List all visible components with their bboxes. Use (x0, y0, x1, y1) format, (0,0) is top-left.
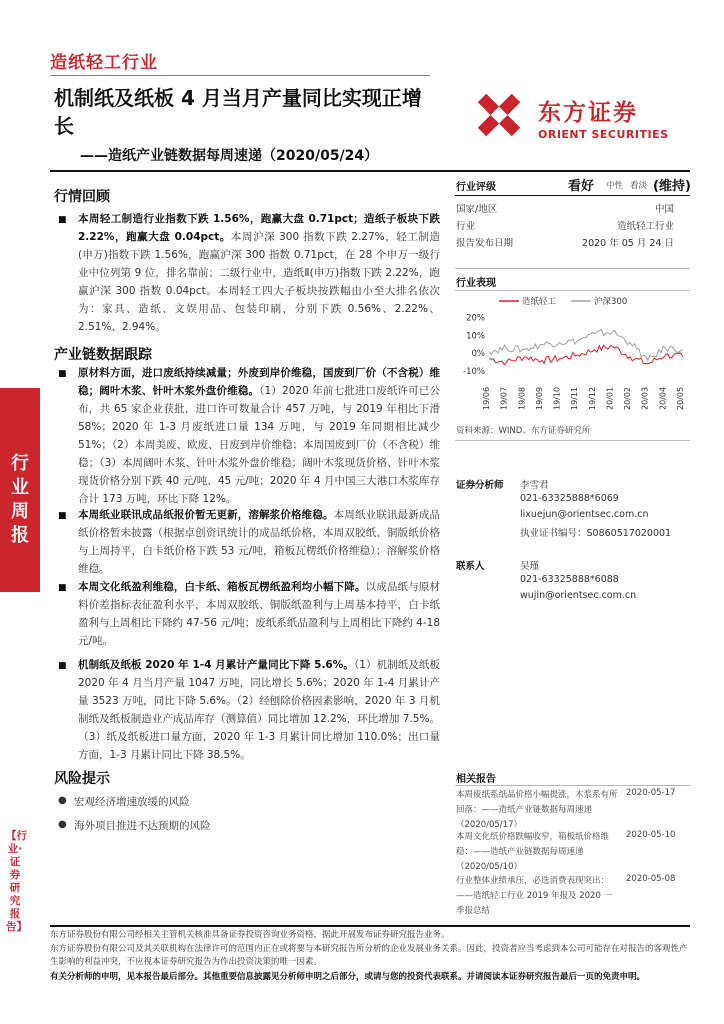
x-tick-label: 19/08 (517, 386, 527, 410)
perf-rule-top (455, 268, 690, 269)
contact-phone: 021-63325888*6088 (520, 574, 619, 585)
risk-bullet-icon: ● (58, 795, 67, 806)
related-report-date: 2020-05-17 (626, 788, 676, 798)
logo-mark-icon (470, 86, 528, 144)
related-rule (455, 785, 690, 786)
rating-mid: 中性 (606, 181, 624, 191)
chain-paragraph-2 (78, 506, 440, 578)
chain-text-1: （1）2020 年前七批进口废纸许可已公布，共 65 家企业获批，进口许可数量合计 457 万吨，与 2019 年相比下滑 58%；2020 年 1-3 月废纸进口量 134 万吨，与 2019 年同期相比减少 51%；（2）本周美废、欧废、日废到岸价维稳；本周国废到厂价（不含税）维稳；（3）本周阔叶木浆、针叶木浆外盘价维稳；阔叶木浆现货价格、针叶木浆现货价格分别下跌 40 元/吨、45 元/吨；2020 年 4 月中国三大港口木浆库存合计 173 万吨，环比下降 12%。 (78, 385, 440, 505)
bullet-icon: ■ (58, 215, 67, 225)
y-tick-label: -10% (463, 367, 485, 378)
footer-disclaimer: 有关分析师的申明，见本报告最后部分。其他重要信息披露见分析师申明之后部分，或请与您的投资代表联系。并请阅读本证券研究报告最后一页的免责申明。 (50, 972, 646, 982)
market-bold: 本周轻工制造行业指数下跌 1.56%，跑赢大盘 0.71pct；造纸子板块下跌 2.22%，跑赢大盘 0.04pct。 (78, 213, 440, 243)
analyst-license: 执业证书编号：S0860517020001 (520, 528, 672, 539)
report-category-vertical: 【行业·证券研究报告】 (6, 830, 27, 933)
chain-bold-4: 机制纸及纸板 2020 年 1-4 月累计产量同比下降 5.6%。 (78, 659, 354, 671)
info-key: 报告发布日期 (456, 238, 514, 249)
chain-bold-1: 原材料方面，进口废纸持续减量；外废到岸价维稳，国废到厂价（不含税）维稳；阔叶木浆、针叶木浆外盘价维稳。 (78, 367, 440, 397)
analyst-email[interactable]: lixuejun@orientsec.com.cn (520, 509, 649, 520)
perf-chart (455, 292, 690, 414)
footer-conflict-notice: 东方证券股份有限公司及其关联机构在法律许可的范围内正在或将要与本研究报告所分析的企业发展业务关系。因此，投资者应当考虑到本公司可能存在对报告的客观性产生影响的利益冲突，不应视本证券研究报告为作出投资决策的唯一因素。 (50, 944, 688, 967)
perf-heading: 行业表现 (456, 278, 496, 289)
bullet-icon: ■ (58, 369, 67, 379)
x-tick-label: 20/05 (676, 386, 685, 410)
chain-bold-3: 本周文化纸盈利维稳，白卡纸、箱板瓦楞纸盈利均小幅下降。 (78, 581, 366, 593)
source-rule (455, 440, 690, 441)
x-tick-label: 20/02 (623, 386, 633, 410)
report-type-bar (0, 388, 40, 592)
footer-rule (50, 925, 690, 927)
chart-source: 资料来源：WIND、东方证券研究所 (456, 426, 591, 436)
legend-label-sector: 造纸轻工 (522, 297, 557, 307)
info-value: 中国 (654, 204, 674, 215)
rating-keep: (维持) (653, 179, 691, 194)
chain-heading: 产业链数据跟踪 (54, 347, 152, 363)
perf-rule (455, 290, 690, 291)
bullet-icon: ■ (58, 583, 67, 593)
market-heading: 行情回顾 (54, 189, 110, 205)
risk-bullet-icon: ● (58, 819, 67, 830)
report-type-label: 行业周报 (11, 453, 29, 546)
contact-email[interactable]: wujin@orientsec.com.cn (520, 590, 637, 601)
market-paragraph (78, 210, 440, 336)
footer-qualification: 东方证券股份有限公司经相关主管机关核准具备证券投资咨询业务资格，据此开展发布证券研究报告业务。 (50, 930, 450, 940)
y-tick-label: 10% (466, 331, 485, 342)
chain-bold-2: 本周纸业联讯成品纸报价暂无更新，溶解浆价格维稳。 (78, 509, 334, 521)
sector-title: 造纸轻工行业 (50, 53, 158, 73)
chain-paragraph-4 (78, 656, 440, 764)
report-subtitle: ——造纸产业链数据每周速递（2020/05/24） (80, 148, 379, 164)
header-rule (50, 75, 430, 76)
bullet-icon: ■ (58, 661, 67, 671)
chain-text-3: 以成品纸与原材料价差指标表征盈利水平，本周双胶纸、铜版纸盈利与上周基本持平，白卡纸盈利与上周相比下降约 47-56 元/吨；废纸系纸品盈利与上周相比下降约 4-18 元/吨。 (78, 581, 441, 647)
rating-low: 看淡 (630, 181, 648, 191)
x-tick-label: 19/12 (587, 386, 597, 410)
risk-heading: 风险提示 (54, 771, 110, 787)
report-title: 机制纸及纸板 4 月当月产量同比实现正增长 (54, 86, 422, 138)
logo-text-en: ORIENT SECURITIES (538, 128, 669, 141)
x-tick-label: 20/01 (605, 386, 615, 410)
logo-text-cn: 东方证券 (538, 100, 638, 126)
orient-logo (470, 86, 710, 146)
x-tick-label: 19/09 (534, 386, 544, 410)
chain-text-2: 本周纸业联讯最新成品纸价格暂未披露（根据卓创资讯统计的成品纸价格，本周双胶纸、铜版纸价格与上周持平，白卡纸价格下跌 53 元/吨，箱板瓦楞纸价格维稳）；溶解浆价格维稳。 (78, 509, 441, 575)
x-tick-label: 20/03 (640, 386, 650, 410)
info-key: 国家/地区 (456, 204, 498, 215)
info-value: 造纸轻工行业 (616, 221, 674, 232)
analyst-phone: 021-63325888*6069 (520, 493, 619, 504)
related-heading: 相关报告 (456, 774, 496, 785)
chain-text-4: （1）机制纸及纸板 2020 年 4 月当月产量 1047 万吨，同比增长 5.6%；2020 年 1-4 月累计产量 3523 万吨，同比下降 5.6%。（2）经刨除价格因素影响，2020 年 3 月机制纸及纸板制造业产成品库存（测算值）同比增加 12.2%，环比增加 7.5%。（3）纸及纸板进口量方面，2020 年 1-3 月累计同比增加 110.0%；出口量方面，1-3 月累计同比下降 38.5%。 (78, 659, 441, 761)
header-bottom-rule (50, 170, 690, 172)
x-tick-label: 20/04 (658, 386, 668, 410)
y-tick-label: 20% (466, 313, 485, 324)
y-tick-label: 0% (471, 349, 485, 360)
bullet-icon: ■ (58, 511, 67, 521)
analyst-label: 证券分析师 (456, 480, 504, 491)
contact-name: 吴瑾 (520, 561, 540, 572)
chart-legend (499, 296, 627, 307)
x-tick-label: 19/11 (570, 386, 580, 410)
x-tick-label: 19/10 (552, 386, 562, 410)
analyst-name: 李雪君 (520, 480, 549, 491)
risk-item: 宏观经济增速放缓的风险 (74, 796, 190, 808)
rating-label: 行业评级 (456, 182, 496, 193)
x-tick-label: 19/07 (499, 386, 509, 410)
chain-paragraph-1 (78, 364, 440, 508)
rating-rule (455, 195, 690, 196)
info-value: 2020 年 05 月 24 日 (582, 238, 674, 249)
series-line-index (489, 330, 683, 361)
related-report-title[interactable]: 行业整体业绩承压，必选消费表现突出：——造纸轻工行业 2019 年报及 2020 一季报总结 (456, 876, 613, 916)
legend-label-index: 沪深300 (594, 297, 628, 307)
contact-label: 联系人 (456, 561, 485, 572)
related-report-title[interactable]: 本周废纸系纸品价格小幅提涨，木浆系有所回落：——造纸产业链数据每周速递（2020/05/17） (456, 790, 618, 830)
rating-value: 看好 (568, 179, 595, 194)
related-report-date: 2020-05-08 (626, 874, 676, 884)
market-text: 本周沪深 300 指数下跌 2.27%，轻工制造(申万)指数下跌 1.56%，跑赢沪深 300 指数 0.71pct，在 28 个申万一级行业中位列第 9 位，排名靠前；二级行业中，造纸Ⅱ(申万)指数下跌 2.22%，跑赢沪深 300 指数 0.04pct。本周轻工四大子板块按跌幅由小至大排名依次为：家具、造纸、文娱用品、包装印刷，分别下跌 0.56%、2.22%、2.51%、2.94%。 (78, 231, 441, 333)
info-key: 行业 (456, 221, 476, 232)
x-tick-label: 19/06 (482, 386, 491, 410)
risk-item: 海外项目推进不达预期的风险 (74, 820, 211, 832)
chain-paragraph-3 (78, 578, 440, 650)
related-report-title[interactable]: 本周文化纸价格跌幅收窄，箱板纸价格维稳：——造纸产业链数据每周速递（2020/05/10） (456, 832, 610, 872)
related-report-date: 2020-05-10 (626, 830, 676, 840)
